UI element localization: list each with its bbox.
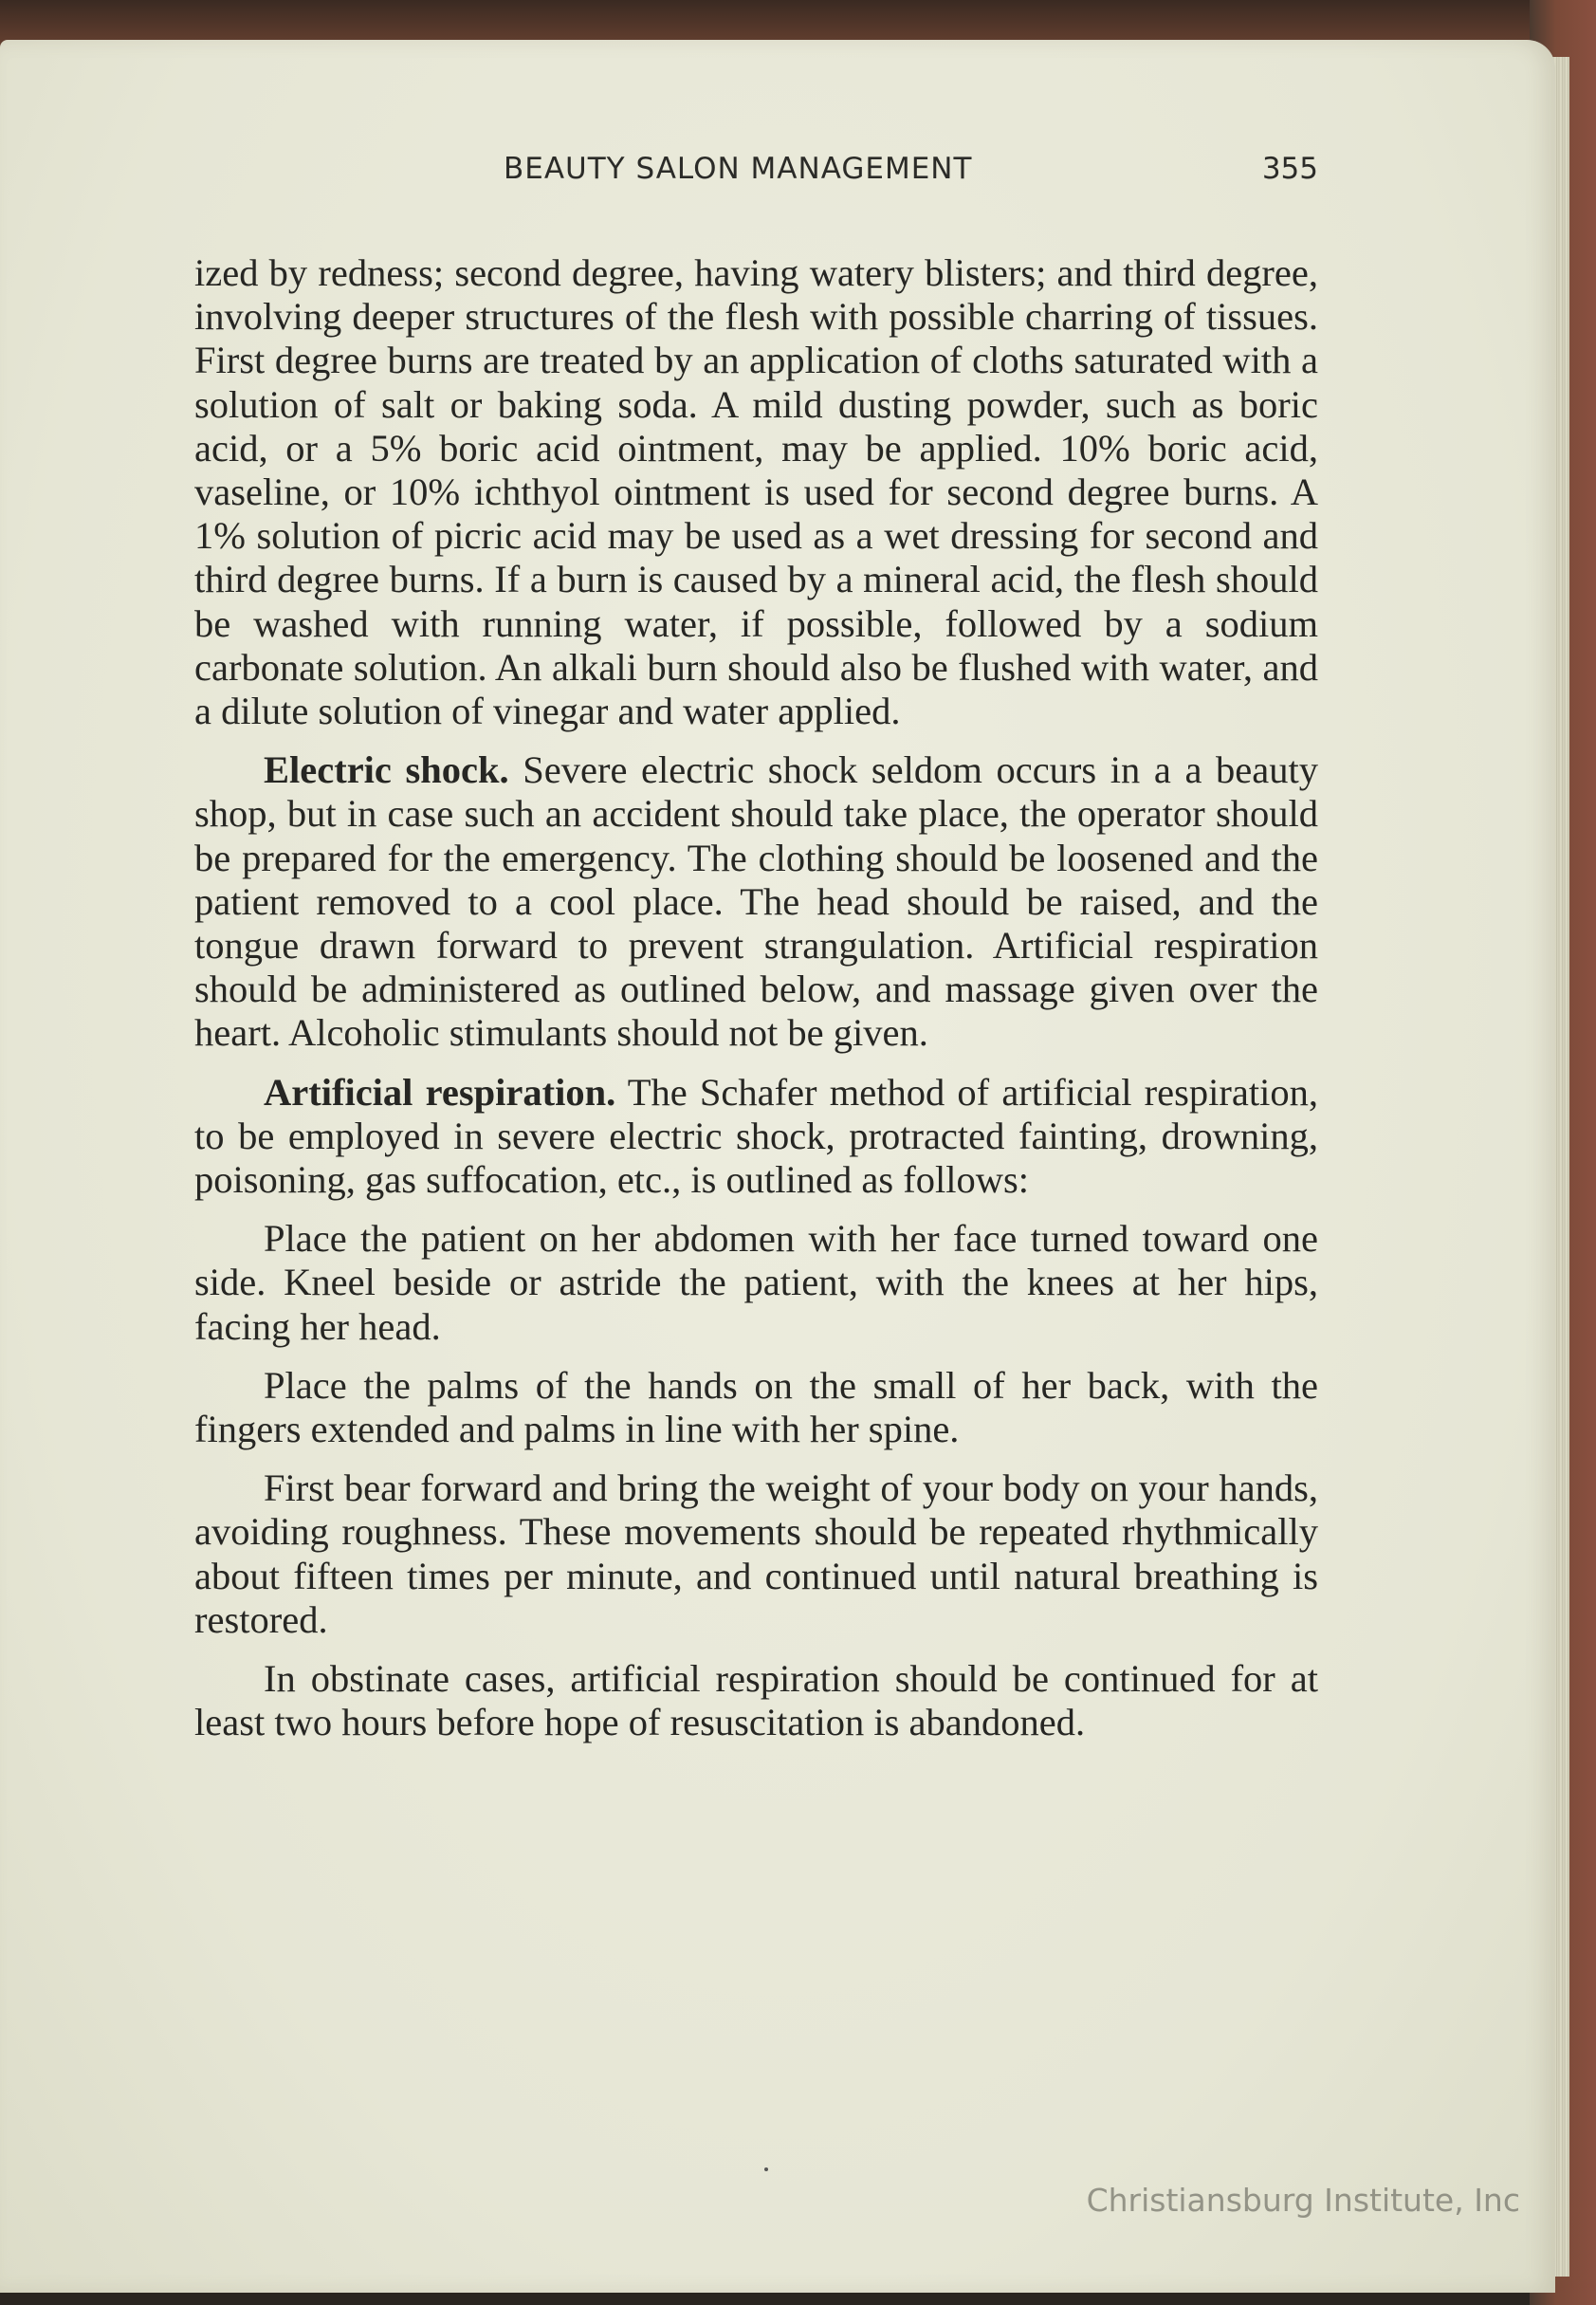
page-body	[194, 251, 1318, 1761]
paragraph-step-bear-forward: First bear forward and bring the weight of your body on your hands, avoiding roughness. These movements should be repeated rhythmically about fifteen times per minute, and continued until natural breathing is restored.	[194, 1466, 1318, 1641]
watermark: Christiansburg Institute, Inc	[1086, 2182, 1520, 2219]
paragraph-electric-shock	[194, 748, 1318, 1055]
artificial-respiration-text: The Schafer method of artificial respiration, to be employed in severe electric shock, protracted fainting, drowning, poisoning, gas suffocation, etc., is outlined as follows:	[194, 1070, 1318, 1202]
ink-speck	[764, 2167, 768, 2171]
paragraph-artificial-respiration	[194, 1071, 1318, 1203]
paragraph-step-obstinate: In obstinate cases, artificial respiration should be continued for at least two hours before hope of resuscitation is abandoned.	[194, 1657, 1318, 1744]
running-title: BEAUTY SALON MANAGEMENT	[504, 152, 973, 186]
heading-artificial-respiration: Artificial respiration.	[264, 1070, 616, 1114]
paragraph-step-place-palms: Place the palms of the hands on the small of her back, with the fingers extended and palms in line with her spine.	[194, 1363, 1318, 1451]
electric-shock-text: Severe electric shock seldom occurs in a a beauty shop, but in case such an accident should take place, the operator should be prepared for the emergency. The clothing should be loosened and the patient removed to a cool place. The head should be raised, and the tongue drawn forward to prevent strangulation. Artificial respiration should be administered as outlined below, and massage given over the heart. Alcoholic stimulants should not be given.	[194, 748, 1318, 1055]
paragraph-step-place-patient: Place the patient on her abdomen with her face turned toward one side. Kneel beside or astride the patient, with the knees at her hips, facing her head.	[194, 1217, 1318, 1348]
page-number: 355	[1261, 152, 1318, 186]
paragraph-burns-continued: ized by redness; second degree, having watery blisters; and third degree, involving deeper structures of the flesh with possible charring of tissues. First degree burns are treated by an application of cloths saturated with a solution of salt or baking soda. A mild dusting powder, such as boric acid, or a 5% boric acid ointment, may be applied. 10% boric acid, vaseline, or 10% ichthyol ointment is used for second degree burns. A 1% solution of picric acid may be used as a wet dressing for second and third degree burns. If a burn is caused by a mineral acid, the flesh should be washed with running water, if possible, followed by a sodium carbonate solution. An alkali burn should also be flushed with water, and a dilute solution of vinegar and water applied.	[194, 251, 1318, 733]
heading-electric-shock: Electric shock.	[264, 748, 509, 792]
page-header	[194, 152, 1318, 194]
